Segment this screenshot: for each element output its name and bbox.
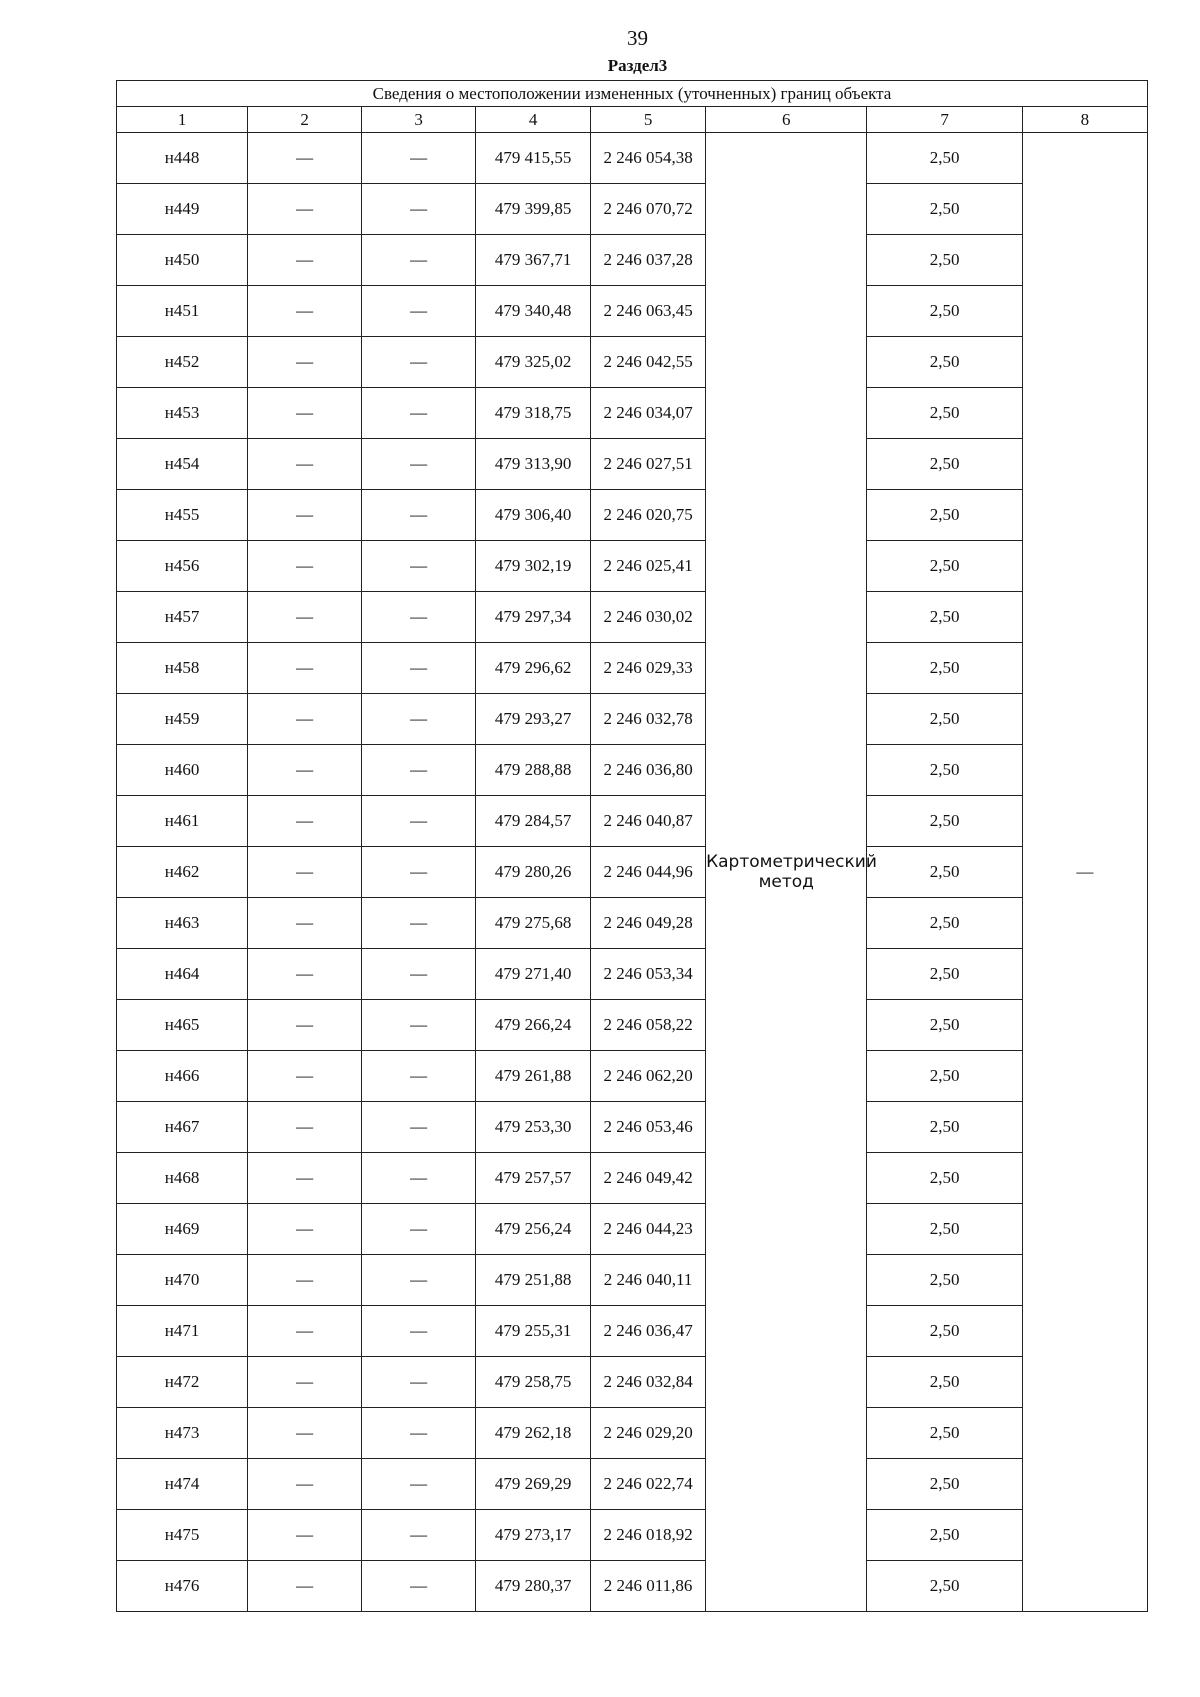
table-body xyxy=(117,133,1148,1612)
x-coordinate-cell: 479 367,71 xyxy=(476,235,591,286)
column-number-6: 6 xyxy=(706,107,867,133)
x-coordinate-cell: 479 262,18 xyxy=(476,1408,591,1459)
point-cell: н471 xyxy=(117,1306,248,1357)
accuracy-cell: 2,50 xyxy=(867,1510,1022,1561)
point-cell: н457 xyxy=(117,592,248,643)
x-coordinate-cell: 479 258,75 xyxy=(476,1357,591,1408)
y-coordinate-cell: 2 246 053,34 xyxy=(591,949,706,1000)
accuracy-cell: 2,50 xyxy=(867,643,1022,694)
table-row xyxy=(117,439,1148,490)
col2-cell: — xyxy=(248,286,362,337)
accuracy-cell: 2,50 xyxy=(867,490,1022,541)
x-coordinate-cell: 479 266,24 xyxy=(476,1000,591,1051)
table-row xyxy=(117,337,1148,388)
y-coordinate-cell: 2 246 020,75 xyxy=(591,490,706,541)
col2-cell: — xyxy=(248,337,362,388)
col2-cell: — xyxy=(248,1102,362,1153)
accuracy-cell: 2,50 xyxy=(867,1153,1022,1204)
table-row xyxy=(117,1000,1148,1051)
accuracy-cell: 2,50 xyxy=(867,898,1022,949)
point-cell: н454 xyxy=(117,439,248,490)
accuracy-cell: 2,50 xyxy=(867,796,1022,847)
col2-cell: — xyxy=(248,1408,362,1459)
y-coordinate-cell: 2 246 032,84 xyxy=(591,1357,706,1408)
col3-cell: — xyxy=(362,1357,476,1408)
column-number-row xyxy=(117,107,1148,133)
col2-cell: — xyxy=(248,1000,362,1051)
col2-cell: — xyxy=(248,949,362,1000)
accuracy-cell: 2,50 xyxy=(867,1051,1022,1102)
point-cell: н465 xyxy=(117,1000,248,1051)
col3-cell: — xyxy=(362,847,476,898)
table-row xyxy=(117,286,1148,337)
accuracy-cell: 2,50 xyxy=(867,1000,1022,1051)
table-row xyxy=(117,643,1148,694)
table-row xyxy=(117,694,1148,745)
col3-cell: — xyxy=(362,949,476,1000)
col3-cell: — xyxy=(362,286,476,337)
col2-cell: — xyxy=(248,847,362,898)
table-row xyxy=(117,388,1148,439)
table-caption: Сведения о местоположении измененных (уточненных) границ объекта xyxy=(117,81,1148,107)
col3-cell: — xyxy=(362,541,476,592)
accuracy-cell: 2,50 xyxy=(867,388,1022,439)
table-row xyxy=(117,1459,1148,1510)
x-coordinate-cell: 479 255,31 xyxy=(476,1306,591,1357)
point-cell: н462 xyxy=(117,847,248,898)
x-coordinate-cell: 479 302,19 xyxy=(476,541,591,592)
y-coordinate-cell: 2 246 058,22 xyxy=(591,1000,706,1051)
method-cell: Картометрический метод xyxy=(706,133,867,1612)
col2-cell: — xyxy=(248,1255,362,1306)
point-cell: н463 xyxy=(117,898,248,949)
table-row xyxy=(117,1204,1148,1255)
accuracy-cell: 2,50 xyxy=(867,133,1022,184)
col2-cell: — xyxy=(248,796,362,847)
col3-cell: — xyxy=(362,1204,476,1255)
x-coordinate-cell: 479 261,88 xyxy=(476,1051,591,1102)
x-coordinate-cell: 479 293,27 xyxy=(476,694,591,745)
table-row xyxy=(117,1357,1148,1408)
col2-cell: — xyxy=(248,541,362,592)
point-cell: н455 xyxy=(117,490,248,541)
y-coordinate-cell: 2 246 040,87 xyxy=(591,796,706,847)
x-coordinate-cell: 479 251,88 xyxy=(476,1255,591,1306)
y-coordinate-cell: 2 246 030,02 xyxy=(591,592,706,643)
y-coordinate-cell: 2 246 022,74 xyxy=(591,1459,706,1510)
column-number-3: 3 xyxy=(362,107,476,133)
y-coordinate-cell: 2 246 018,92 xyxy=(591,1510,706,1561)
col2-cell: — xyxy=(248,1510,362,1561)
point-cell: н453 xyxy=(117,388,248,439)
col8-cell: — xyxy=(1022,133,1147,1612)
accuracy-cell: 2,50 xyxy=(867,1255,1022,1306)
col3-cell: — xyxy=(362,235,476,286)
x-coordinate-cell: 479 399,85 xyxy=(476,184,591,235)
col3-cell: — xyxy=(362,1000,476,1051)
point-cell: н466 xyxy=(117,1051,248,1102)
point-cell: н456 xyxy=(117,541,248,592)
table-row xyxy=(117,949,1148,1000)
col2-cell: — xyxy=(248,694,362,745)
x-coordinate-cell: 479 318,75 xyxy=(476,388,591,439)
point-cell: н450 xyxy=(117,235,248,286)
point-cell: н470 xyxy=(117,1255,248,1306)
x-coordinate-cell: 479 313,90 xyxy=(476,439,591,490)
col3-cell: — xyxy=(362,1408,476,1459)
col2-cell: — xyxy=(248,745,362,796)
accuracy-cell: 2,50 xyxy=(867,184,1022,235)
point-cell: н461 xyxy=(117,796,248,847)
page-number: 39 xyxy=(627,26,648,50)
point-cell: н476 xyxy=(117,1561,248,1612)
x-coordinate-cell: 479 296,62 xyxy=(476,643,591,694)
x-coordinate-cell: 479 297,34 xyxy=(476,592,591,643)
col2-cell: — xyxy=(248,1051,362,1102)
column-number-1: 1 xyxy=(117,107,248,133)
table-row xyxy=(117,898,1148,949)
y-coordinate-cell: 2 246 053,46 xyxy=(591,1102,706,1153)
accuracy-cell: 2,50 xyxy=(867,1408,1022,1459)
x-coordinate-cell: 479 280,26 xyxy=(476,847,591,898)
column-number-7: 7 xyxy=(867,107,1022,133)
accuracy-cell: 2,50 xyxy=(867,541,1022,592)
col2-cell: — xyxy=(248,1459,362,1510)
point-cell: н448 xyxy=(117,133,248,184)
col3-cell: — xyxy=(362,490,476,541)
table-row xyxy=(117,1051,1148,1102)
x-coordinate-cell: 479 340,48 xyxy=(476,286,591,337)
col2-cell: — xyxy=(248,388,362,439)
accuracy-cell: 2,50 xyxy=(867,1102,1022,1153)
x-coordinate-cell: 479 275,68 xyxy=(476,898,591,949)
table-row xyxy=(117,1306,1148,1357)
table-row xyxy=(117,133,1148,184)
col2-cell: — xyxy=(248,898,362,949)
x-coordinate-cell: 479 273,17 xyxy=(476,1510,591,1561)
accuracy-cell: 2,50 xyxy=(867,439,1022,490)
point-cell: н451 xyxy=(117,286,248,337)
table-row xyxy=(117,1561,1148,1612)
y-coordinate-cell: 2 246 036,47 xyxy=(591,1306,706,1357)
y-coordinate-cell: 2 246 032,78 xyxy=(591,694,706,745)
accuracy-cell: 2,50 xyxy=(867,694,1022,745)
col2-cell: — xyxy=(248,1561,362,1612)
y-coordinate-cell: 2 246 037,28 xyxy=(591,235,706,286)
y-coordinate-cell: 2 246 049,28 xyxy=(591,898,706,949)
x-coordinate-cell: 479 257,57 xyxy=(476,1153,591,1204)
y-coordinate-cell: 2 246 027,51 xyxy=(591,439,706,490)
point-cell: н459 xyxy=(117,694,248,745)
y-coordinate-cell: 2 246 063,45 xyxy=(591,286,706,337)
y-coordinate-cell: 2 246 025,41 xyxy=(591,541,706,592)
column-number-8: 8 xyxy=(1022,107,1147,133)
accuracy-cell: 2,50 xyxy=(867,1357,1022,1408)
y-coordinate-cell: 2 246 034,07 xyxy=(591,388,706,439)
col3-cell: — xyxy=(362,1510,476,1561)
accuracy-cell: 2,50 xyxy=(867,949,1022,1000)
x-coordinate-cell: 479 280,37 xyxy=(476,1561,591,1612)
table-row xyxy=(117,235,1148,286)
column-number-4: 4 xyxy=(476,107,591,133)
x-coordinate-cell: 479 415,55 xyxy=(476,133,591,184)
y-coordinate-cell: 2 246 042,55 xyxy=(591,337,706,388)
col3-cell: — xyxy=(362,184,476,235)
col3-cell: — xyxy=(362,592,476,643)
table-row xyxy=(117,796,1148,847)
table-row xyxy=(117,1255,1148,1306)
point-cell: н475 xyxy=(117,1510,248,1561)
col2-cell: — xyxy=(248,643,362,694)
y-coordinate-cell: 2 246 011,86 xyxy=(591,1561,706,1612)
y-coordinate-cell: 2 246 049,42 xyxy=(591,1153,706,1204)
col3-cell: — xyxy=(362,133,476,184)
point-cell: н469 xyxy=(117,1204,248,1255)
x-coordinate-cell: 479 284,57 xyxy=(476,796,591,847)
col2-cell: — xyxy=(248,1306,362,1357)
y-coordinate-cell: 2 246 040,11 xyxy=(591,1255,706,1306)
x-coordinate-cell: 479 325,02 xyxy=(476,337,591,388)
accuracy-cell: 2,50 xyxy=(867,1204,1022,1255)
table-row xyxy=(117,1102,1148,1153)
col2-cell: — xyxy=(248,490,362,541)
col3-cell: — xyxy=(362,337,476,388)
table-row xyxy=(117,745,1148,796)
col3-cell: — xyxy=(362,388,476,439)
point-cell: н449 xyxy=(117,184,248,235)
y-coordinate-cell: 2 246 062,20 xyxy=(591,1051,706,1102)
accuracy-cell: 2,50 xyxy=(867,1306,1022,1357)
point-cell: н458 xyxy=(117,643,248,694)
point-cell: н472 xyxy=(117,1357,248,1408)
accuracy-cell: 2,50 xyxy=(867,1561,1022,1612)
x-coordinate-cell: 479 288,88 xyxy=(476,745,591,796)
x-coordinate-cell: 479 271,40 xyxy=(476,949,591,1000)
accuracy-cell: 2,50 xyxy=(867,847,1022,898)
col3-cell: — xyxy=(362,1306,476,1357)
column-number-5: 5 xyxy=(591,107,706,133)
x-coordinate-cell: 479 269,29 xyxy=(476,1459,591,1510)
table-row xyxy=(117,1510,1148,1561)
y-coordinate-cell: 2 246 044,96 xyxy=(591,847,706,898)
col3-cell: — xyxy=(362,643,476,694)
y-coordinate-cell: 2 246 036,80 xyxy=(591,745,706,796)
y-coordinate-cell: 2 246 070,72 xyxy=(591,184,706,235)
point-cell: н467 xyxy=(117,1102,248,1153)
col3-cell: — xyxy=(362,1102,476,1153)
x-coordinate-cell: 479 253,30 xyxy=(476,1102,591,1153)
col3-cell: — xyxy=(362,1255,476,1306)
col3-cell: — xyxy=(362,1459,476,1510)
boundary-coordinates-table xyxy=(116,80,1148,1612)
point-cell: н464 xyxy=(117,949,248,1000)
table-row xyxy=(117,184,1148,235)
accuracy-cell: 2,50 xyxy=(867,337,1022,388)
col2-cell: — xyxy=(248,1153,362,1204)
table-row xyxy=(117,1153,1148,1204)
y-coordinate-cell: 2 246 029,20 xyxy=(591,1408,706,1459)
column-number-2: 2 xyxy=(248,107,362,133)
table-row xyxy=(117,1408,1148,1459)
point-cell: н474 xyxy=(117,1459,248,1510)
y-coordinate-cell: 2 246 054,38 xyxy=(591,133,706,184)
col3-cell: — xyxy=(362,1153,476,1204)
point-cell: н473 xyxy=(117,1408,248,1459)
col2-cell: — xyxy=(248,439,362,490)
col3-cell: — xyxy=(362,745,476,796)
accuracy-cell: 2,50 xyxy=(867,1459,1022,1510)
col2-cell: — xyxy=(248,133,362,184)
table-row xyxy=(117,847,1148,898)
point-cell: н452 xyxy=(117,337,248,388)
x-coordinate-cell: 479 306,40 xyxy=(476,490,591,541)
point-cell: н460 xyxy=(117,745,248,796)
x-coordinate-cell: 479 256,24 xyxy=(476,1204,591,1255)
point-cell: н468 xyxy=(117,1153,248,1204)
col2-cell: — xyxy=(248,1357,362,1408)
accuracy-cell: 2,50 xyxy=(867,745,1022,796)
col2-cell: — xyxy=(248,1204,362,1255)
col3-cell: — xyxy=(362,796,476,847)
col3-cell: — xyxy=(362,694,476,745)
col2-cell: — xyxy=(248,235,362,286)
col3-cell: — xyxy=(362,439,476,490)
table-row xyxy=(117,592,1148,643)
col3-cell: — xyxy=(362,1051,476,1102)
table-row xyxy=(117,541,1148,592)
y-coordinate-cell: 2 246 029,33 xyxy=(591,643,706,694)
accuracy-cell: 2,50 xyxy=(867,286,1022,337)
table-row xyxy=(117,490,1148,541)
section-title: Раздел3 xyxy=(607,56,668,75)
y-coordinate-cell: 2 246 044,23 xyxy=(591,1204,706,1255)
accuracy-cell: 2,50 xyxy=(867,592,1022,643)
col2-cell: — xyxy=(248,592,362,643)
col3-cell: — xyxy=(362,898,476,949)
accuracy-cell: 2,50 xyxy=(867,235,1022,286)
col3-cell: — xyxy=(362,1561,476,1612)
col2-cell: — xyxy=(248,184,362,235)
